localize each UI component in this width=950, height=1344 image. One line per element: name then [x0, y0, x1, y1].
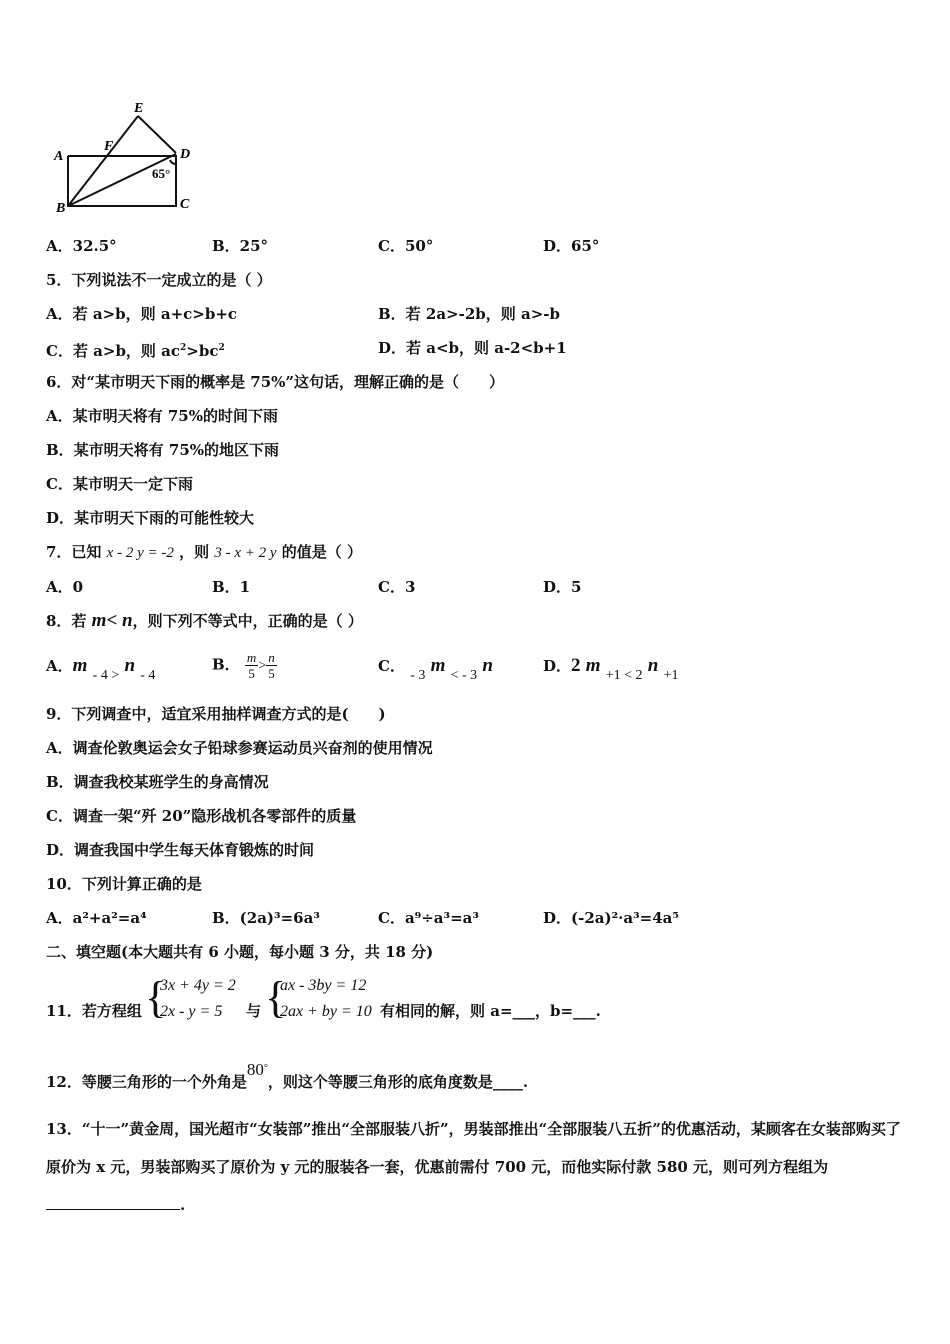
fraction-n-over-5: $\frac{n}{5}$ [268, 650, 275, 681]
label-f: F [104, 139, 114, 154]
system-2-eq2: 2ax + by = 10 [280, 1003, 372, 1020]
q8-option-c: C． - 3 m < - 3 n [378, 655, 493, 683]
line-ed [138, 116, 176, 153]
q7-stem: 7．已知 x - 2 y = -2 ，则 3 - x + 2 y 的值是（ ） [46, 543, 362, 561]
q7-option-c: C．3 [378, 578, 416, 596]
q7-option-b: B．1 [212, 578, 251, 596]
q10-option-a: A．a²+a²=a⁴ [46, 909, 147, 927]
q9-option-d: D．调查我国中学生每天体育锻炼的时间 [46, 841, 315, 859]
q4-option-d: D．65° [543, 237, 600, 255]
q10-option-c: C．a⁹÷a³=a³ [378, 909, 479, 927]
q5-stem: 5．下列说法不一定成立的是（ ） [46, 271, 272, 289]
q8-stem: 8．若 m< n，则下列不等式中，正确的是（ ） [46, 610, 363, 631]
q6-stem: 6．对“某市明天下雨的概率是 75%”这句话，理解正确的是（ ） [46, 373, 505, 391]
q5-option-b: B．若 2a>-2b，则 a>-b [378, 305, 560, 323]
q9-option-b: B．调查我校某班学生的身高情况 [46, 773, 269, 791]
brace-1: { [145, 973, 167, 1022]
q5-option-c: C．若 a>b，则 $ac^2>bc^2$ [46, 342, 225, 360]
q7-option-d: D．5 [543, 578, 582, 596]
system-1 [160, 973, 236, 1025]
system-2 [280, 973, 372, 1025]
label-angle: 65° [152, 166, 171, 181]
brace-2: { [265, 973, 287, 1022]
q10-option-d: D．(-2a)²·a³=4a⁵ [543, 909, 679, 927]
line-be [68, 116, 138, 206]
q13-text: 13．“十一”黄金周，国光超市“女装部”推出“全部服装八折”，男装部推出“全部服装八五折”的优惠活动，某顾客在女装部购买了原价为 x 元，男装部购买了原价为 y 元的服装各一套，优惠前需付 700 元，而他实际付款 580 元，则可列方程组为. [46, 1120, 901, 1214]
q4-option-b: B．25° [212, 237, 269, 255]
q10-option-b: B．(2a)³=6a³ [212, 909, 320, 927]
q12-angle: 80 [246, 1060, 264, 1079]
label-d: D [180, 147, 191, 162]
system-1-eq2: 2x - y = 5 [160, 1003, 223, 1020]
q6-option-c: C．某市明天一定下雨 [46, 475, 193, 493]
geometry-figure [48, 98, 208, 220]
q11-suffix: 有相同的解，则 a=___，b=___. [380, 1002, 601, 1020]
q6-option-d: D．某市明天下雨的可能性较大 [46, 509, 255, 527]
q9-option-c: C．调查一架“歼 20”隐形战机各零部件的质量 [46, 807, 357, 825]
q6-option-b: B．某市明天将有 75%的地区下雨 [46, 441, 280, 459]
answer-blank[interactable] [46, 1195, 180, 1210]
q5-option-a: A．若 a>b，则 a+c>b+c [46, 305, 238, 323]
label-a: A [54, 149, 64, 164]
q4-option-c: C．50° [378, 237, 434, 255]
q8-option-a: A．m - 4 > n - 4 [46, 655, 156, 683]
q11-prefix: 11．若方程组 [46, 1002, 142, 1020]
fraction-m-over-5: $\frac{m}{5}$ [246, 650, 257, 681]
section-heading: 二、填空题(本大题共有 6 小题，每小题 3 分，共 18 分) [46, 943, 434, 961]
q9-stem: 9．下列调查中，适宜采用抽样调查方式的是( ) [46, 705, 386, 723]
q5-option-d: D．若 a<b，则 a-2<b+1 [378, 339, 567, 357]
q8-option-d: D．2 m +1 < 2 n +1 [543, 655, 679, 683]
q9-option-a: A．调查伦敦奥运会女子铅球参赛运动员兴奋剂的使用情况 [46, 739, 433, 757]
q6-option-a: A．某市明天将有 75%的时间下雨 [46, 407, 278, 425]
q10-stem: 10．下列计算正确的是 [46, 875, 202, 893]
q11-mid: 与 [246, 1002, 262, 1020]
q7-option-a: A．0 [46, 578, 84, 596]
label-c: C [180, 197, 190, 212]
q4-option-a: A．32.5° [46, 237, 117, 255]
system-2-eq1: ax - 3by = 12 [280, 977, 367, 994]
label-e: E [134, 101, 144, 116]
label-b: B [56, 201, 66, 216]
q8-option-b: B． $\frac{m}{5}$ > $\frac{n}{5}$ [212, 650, 275, 681]
q12-stem: 12．等腰三角形的一个外角是80°，则这个等腰三角形的底角度数是____. [46, 1060, 529, 1091]
system-1-eq1: 3x + 4y = 2 [160, 977, 236, 994]
